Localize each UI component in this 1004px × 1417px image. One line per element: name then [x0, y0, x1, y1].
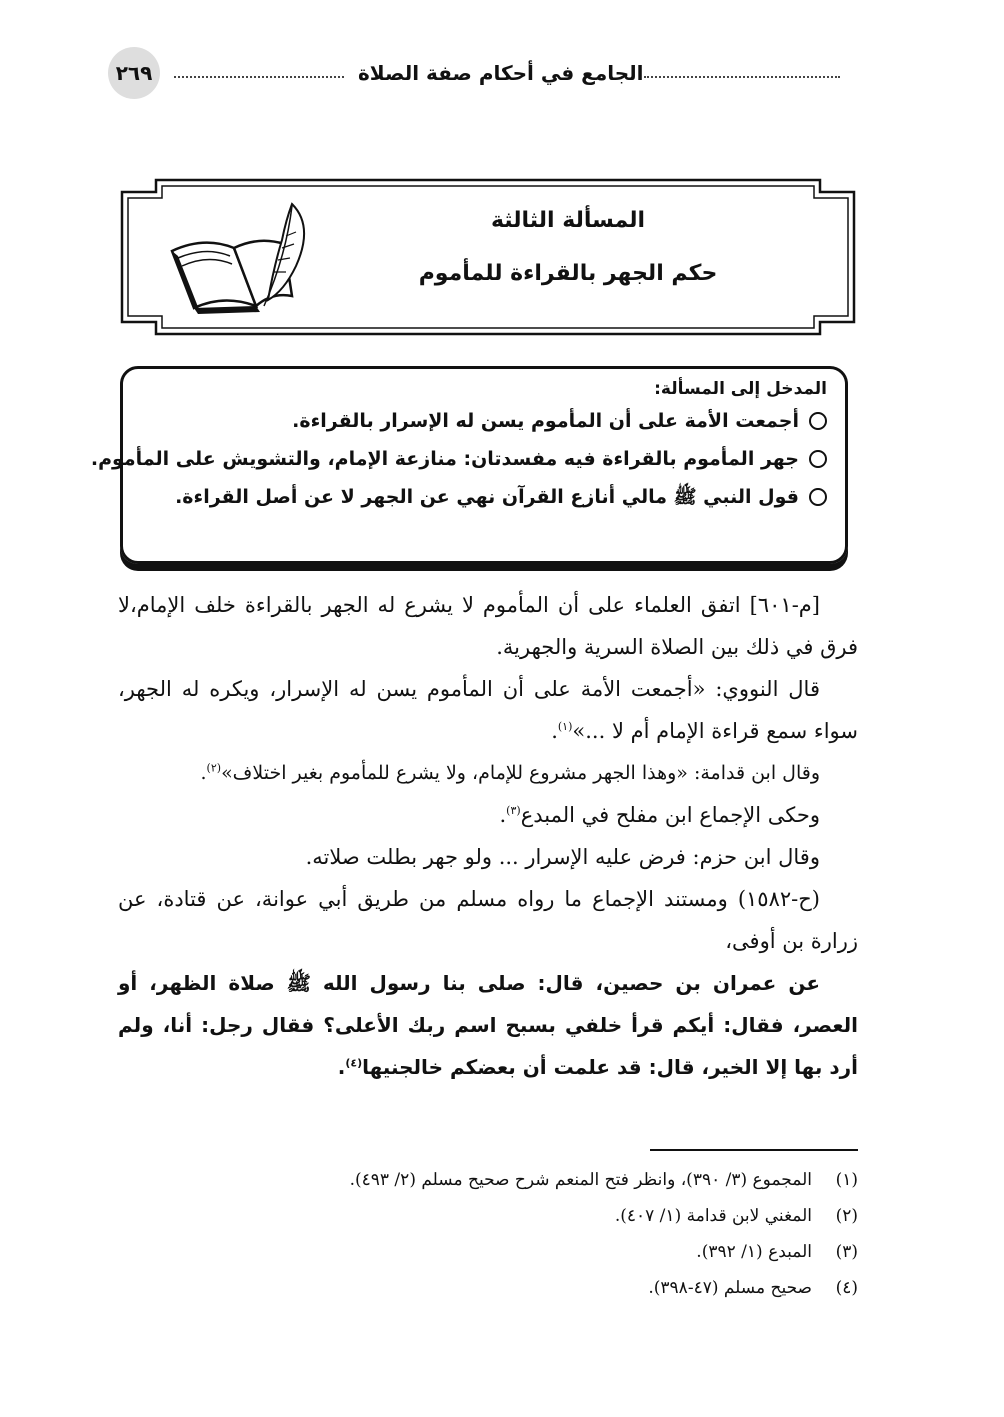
intro-item — [141, 409, 827, 433]
paragraph-hadith-text — [118, 962, 858, 1088]
hadith-text: عن عمران بن حصين، قال: صلى بنا رسول الله ﷺ صلاة الظهر، أو العصر، فقال: أيكم قرأ خلفي بسبح اسم ربك الأعلى؟ فقال رجل: أنا، ولم أرد بها إلا الخير، قال: قد علمت أن بعضكم خالجنيها — [118, 971, 858, 1079]
intro-item-text: جهر المأموم بالقراءة فيه مفسدتان: منازعة الإمام، والتشويش على المأموم. — [90, 448, 799, 470]
circle-bullet-icon — [809, 488, 827, 506]
footnote-number: (٢) — [835, 1206, 858, 1226]
sentence-end: . — [337, 1055, 346, 1079]
circle-bullet-icon — [809, 450, 827, 468]
footnotes — [118, 1162, 858, 1306]
footnote-text: المجموع (٣/ ٣٩٠)، وانظر فتح المنعم شرح صحيح مسلم (٢/ ٤٩٣). — [349, 1170, 812, 1190]
intro-item — [90, 447, 827, 471]
quote-ibn-qudamah: وقال ابن قدامة: «وهذا الجهر مشروع للإمام، ولا يشرع للمأموم بغير اختلاف» — [221, 762, 820, 784]
paragraph-nawawi — [118, 668, 858, 752]
intro-item-text: أجمعت الأمة على أن المأموم يسن له الإسرار بالقراءة. — [292, 410, 799, 432]
body-text — [118, 584, 858, 1088]
issue-title-frame — [118, 178, 858, 336]
footnote-ref[interactable]: (٢) — [206, 761, 222, 775]
footnote — [118, 1162, 858, 1198]
intro-item-text: قول النبي ﷺ مالي أنازع القرآن نهي عن الجهر لا عن أصل القراءة. — [175, 486, 799, 508]
issue-title: حكم الجهر بالقراءة للمأموم — [418, 261, 718, 286]
footnote-text: المغني لابن قدامة (١/ ٤٠٧). — [614, 1206, 812, 1226]
paragraph-ibn-qudamah — [118, 752, 858, 794]
page-header — [108, 48, 848, 98]
paragraph-consensus: [م-٦٠١] اتفق العلماء على أن المأموم لا يشرع له الجهر بالقراءة خلف الإمام،لا فرق في ذلك بين الصلاة السرية والجهرية. — [118, 593, 858, 659]
footnote-ref[interactable]: (٣) — [506, 804, 521, 817]
footnote — [118, 1270, 858, 1306]
page-number: ٢٦٩ — [108, 47, 160, 99]
intro-item — [141, 485, 827, 509]
footnote-text: صحيح مسلم (٤٧-٣٩٨). — [648, 1278, 812, 1298]
quote-nawawi: قال النووي: «أجمعت الأمة على أن المأموم يسن له الإسرار، ويكره له الجهر، سواء سمع قراءة الإمام أم لا ...» — [118, 677, 858, 743]
sentence-end: . — [200, 762, 207, 784]
issue-label: المسألة الثالثة — [490, 208, 646, 233]
header-dotted-leader — [644, 76, 841, 78]
intro-heading: المدخل إلى المسألة: — [654, 379, 827, 399]
intro-box — [90, 366, 848, 564]
sentence-end: . — [499, 803, 507, 827]
paragraph-ibn-hazm: وقال ابن حزم: فرض عليه الإسرار ... ولو جهر بطلت صلاته. — [305, 845, 820, 869]
footnote-text: المبدع (١/ ٣٩٢). — [696, 1242, 812, 1262]
footnote — [118, 1198, 858, 1234]
footnote — [118, 1234, 858, 1270]
text-ibn-muflih: وحكى الإجماع ابن مفلح في المبدع — [520, 803, 820, 827]
circle-bullet-icon — [809, 412, 827, 430]
header-dotted-leader — [174, 76, 344, 78]
sentence-end: . — [551, 719, 558, 743]
footnote-divider — [650, 1149, 858, 1151]
footnote-ref[interactable]: (٤) — [345, 1056, 363, 1070]
footnote-number: (٤) — [835, 1278, 858, 1298]
book-title: الجامع في أحكام صفة الصلاة — [358, 61, 644, 85]
footnote-number: (١) — [835, 1170, 858, 1190]
paragraph-ibn-muflih — [118, 794, 858, 836]
paragraph-hadith-chain: (ح-١٥٨٢) ومستند الإجماع ما رواه مسلم من طريق أبي عوانة، عن قتادة، عن زرارة بن أوفى، — [118, 887, 858, 953]
issue-heading — [408, 208, 728, 286]
book-and-quill-icon — [164, 196, 314, 314]
footnote-number: (٣) — [835, 1242, 858, 1262]
footnote-ref[interactable]: (١) — [557, 720, 573, 733]
